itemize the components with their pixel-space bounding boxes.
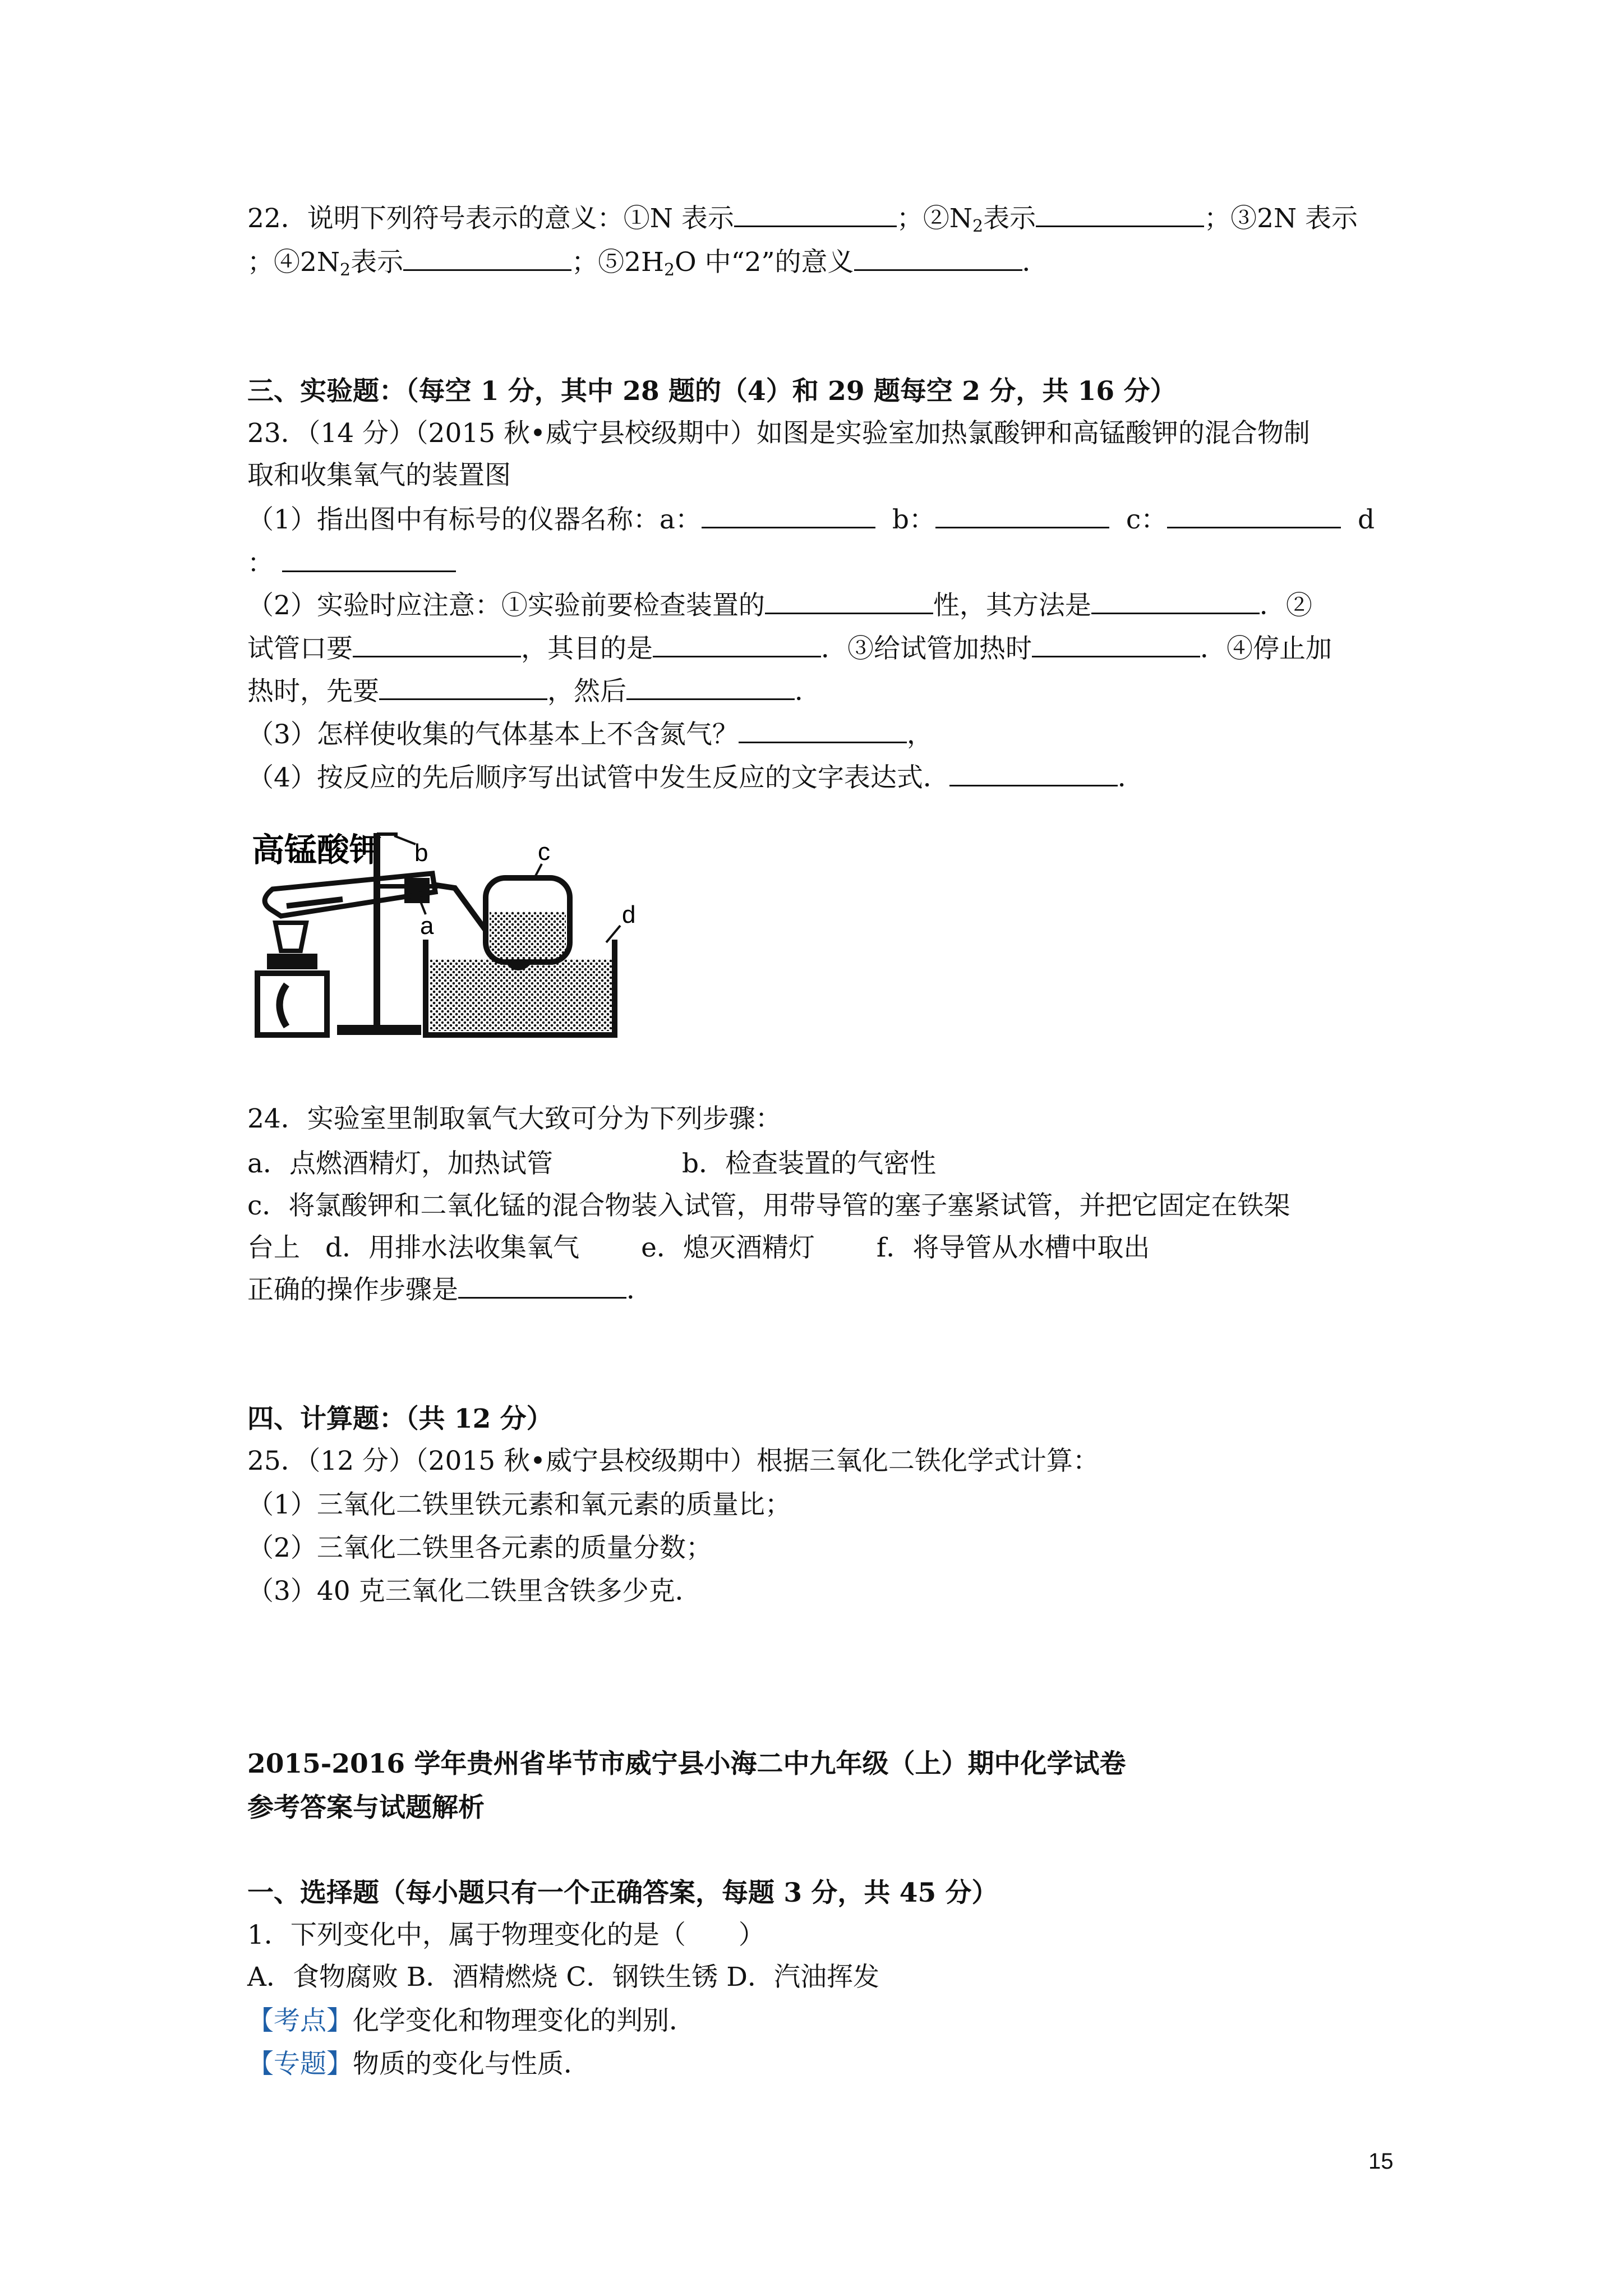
answer-blank — [1036, 203, 1204, 227]
answer-blank — [403, 247, 571, 271]
page-number: 15 — [1368, 2149, 1394, 2174]
q23-line6 — [247, 629, 1332, 669]
q23-line5 — [247, 586, 1312, 625]
a-q1-zhuanti — [247, 2045, 590, 2084]
q24-line5 — [247, 1271, 653, 1310]
q23-text: 试管口要 — [247, 633, 353, 664]
q24-step-d: d．用排水法收集氧气 — [325, 1232, 580, 1263]
q23-line9 — [247, 758, 1144, 798]
q23-line3 — [247, 500, 1375, 540]
subscript: 2 — [664, 260, 675, 280]
q22-text: O 中“2”的意义 — [675, 247, 854, 278]
answer-blank — [1167, 504, 1341, 528]
answer-blank — [282, 548, 456, 572]
q23-text: ．③给试管加热时 — [821, 633, 1032, 664]
zhuanti-tag: 【专题】 — [247, 2049, 353, 2079]
subscript: 2 — [340, 260, 351, 280]
q25-line2: （1）三氧化二铁里铁元素和氧元素的质量比； — [247, 1489, 791, 1520]
q22-line1 — [247, 199, 1358, 238]
q23-line8 — [247, 715, 933, 754]
q22-text: ；③2N 表示 — [1204, 203, 1358, 234]
kaodian-tag: 【考点】 — [247, 2005, 353, 2036]
answer-blank — [765, 590, 933, 614]
q23-line4 — [247, 544, 456, 583]
lamp-cap — [267, 954, 317, 969]
answer-blank — [353, 633, 521, 657]
q24-text: ． — [626, 1274, 653, 1305]
section-heading-choice: 一、选择题（每小题只有一个正确答案，每题 3 分，共 45 分） — [247, 1878, 998, 1908]
label-b: b — [414, 839, 428, 867]
q23-line7 — [247, 672, 821, 711]
q23-text: ．④停止加 — [1200, 633, 1332, 664]
answer-blank — [734, 203, 897, 227]
answer-blank — [1091, 590, 1260, 614]
q23-text: （4）按反应的先后顺序写出试管中发生反应的文字表达式． — [247, 762, 949, 793]
q23-text: （1）指出图中有标号的仪器名称：a： — [247, 504, 702, 535]
q25-line1: 25．（12 分）（2015 秋•威宁县校级期中）根据三氧化二铁化学式计算： — [247, 1446, 1099, 1476]
q22-text: ；④2N — [247, 247, 340, 278]
q22-text: 表示 — [351, 247, 404, 278]
kaodian-text: 化学变化和物理变化的判别． — [353, 2005, 695, 2036]
q23-text: d — [1358, 504, 1375, 535]
q23-text: ． — [795, 676, 821, 707]
answer-blank — [653, 633, 821, 657]
q23-text: ： — [247, 548, 274, 579]
clamp — [404, 878, 430, 903]
q24-step-e: e．熄灭酒精灯 — [641, 1232, 815, 1263]
q24-line2 — [247, 1144, 936, 1184]
alcohol-lamp — [257, 973, 327, 1035]
a-q1: 1．下列变化中，属于物理变化的是（ ） — [247, 1920, 765, 1950]
q24-step-f: f．将导管从水槽中取出 — [876, 1232, 1150, 1263]
q23-text: ． — [1117, 762, 1144, 793]
q23-text: b： — [892, 504, 935, 535]
stand-base — [337, 1025, 421, 1035]
q24-line4 — [247, 1228, 1150, 1268]
subscript: 2 — [972, 217, 984, 236]
q25-line4: （3）40 克三氧化二铁里含铁多少克． — [247, 1576, 702, 1607]
answers-subtitle: 参考答案与试题解析 — [247, 1792, 485, 1823]
label-d: d — [622, 901, 636, 928]
answer-blank — [949, 762, 1118, 786]
label-a: a — [420, 912, 434, 940]
lamp-wick — [275, 923, 306, 951]
figure-caption: 高锰酸钾 — [252, 832, 382, 868]
q22-text: ；②N — [896, 203, 972, 234]
q22-text: ． — [1022, 247, 1049, 278]
q24-text: 台上 — [247, 1232, 300, 1263]
answer-blank — [854, 247, 1022, 271]
q23-text: c： — [1126, 504, 1168, 535]
answer-blank — [702, 504, 875, 528]
reagent — [287, 899, 343, 906]
q22-text: ；⑤2H — [571, 247, 665, 278]
trough-water — [430, 959, 612, 1031]
q23-text: 性，其方法是 — [933, 590, 1091, 621]
bottle-water — [490, 912, 566, 959]
q22-text: 22．说明下列符号表示的意义：①N 表示 — [247, 203, 734, 234]
answer-blank — [1032, 633, 1200, 657]
answer-blank — [379, 676, 547, 700]
q24-line3: c．将氯酸钾和二氧化锰的混合物装入试管，用带导管的塞子塞紧试管，并把它固定在铁架 — [247, 1190, 1290, 1221]
zhuanti-text: 物质的变化与性质． — [353, 2049, 590, 2079]
q23-line1: 23．（14 分）（2015 秋•威宁县校级期中）如图是实验室加热氯酸钾和高锰酸钾的混合物制 — [247, 418, 1310, 449]
label-line-b — [394, 836, 416, 844]
answer-blank — [935, 504, 1109, 528]
a-q1-options: A．食物腐败 B．酒精燃烧 C．钢铁生锈 D．汽油挥发 — [247, 1962, 879, 1993]
section-heading-calculation: 四、计算题：（共 12 分） — [247, 1404, 553, 1434]
q24-step-b: b．检查装置的气密性 — [682, 1148, 937, 1179]
q22-text: 表示 — [983, 203, 1036, 234]
answer-blank — [458, 1274, 626, 1299]
q24-text: 正确的操作步骤是 — [247, 1274, 458, 1305]
apparatus-figure — [247, 822, 651, 1046]
q24-line1: 24．实验室里制取氧气大致可分为下列步骤： — [247, 1103, 782, 1134]
q23-text: ．② — [1259, 590, 1312, 621]
q23-line2: 取和收集氧气的装置图 — [247, 460, 511, 491]
q24-step-a: a．点燃酒精灯，加热试管 — [247, 1148, 554, 1179]
answer-blank — [626, 676, 795, 700]
answer-blank — [739, 719, 907, 743]
q23-text: ， — [906, 719, 933, 750]
q23-text: ，其目的是 — [521, 633, 653, 664]
section-heading-experiment: 三、实验题：（每空 1 分，其中 28 题的（4）和 29 题每空 2 分，共 16 分） — [247, 376, 1177, 407]
a-q1-kaodian — [247, 2001, 695, 2041]
lamp-stripe — [280, 984, 287, 1027]
q23-text: （2）实验时应注意：①实验前要检查装置的 — [247, 590, 765, 621]
q23-text: （3）怎样使收集的气体基本上不含氮气？ — [247, 719, 739, 750]
q23-text: ，然后 — [547, 676, 626, 707]
answers-title: 2015-2016 学年贵州省毕节市威宁县小海二中九年级（上）期中化学试卷 — [247, 1749, 1126, 1779]
q22-line2 — [247, 243, 1049, 282]
label-c: c — [538, 838, 550, 866]
q25-line3: （2）三氧化二铁里各元素的质量分数； — [247, 1533, 712, 1563]
q23-text: 热时，先要 — [247, 676, 379, 707]
